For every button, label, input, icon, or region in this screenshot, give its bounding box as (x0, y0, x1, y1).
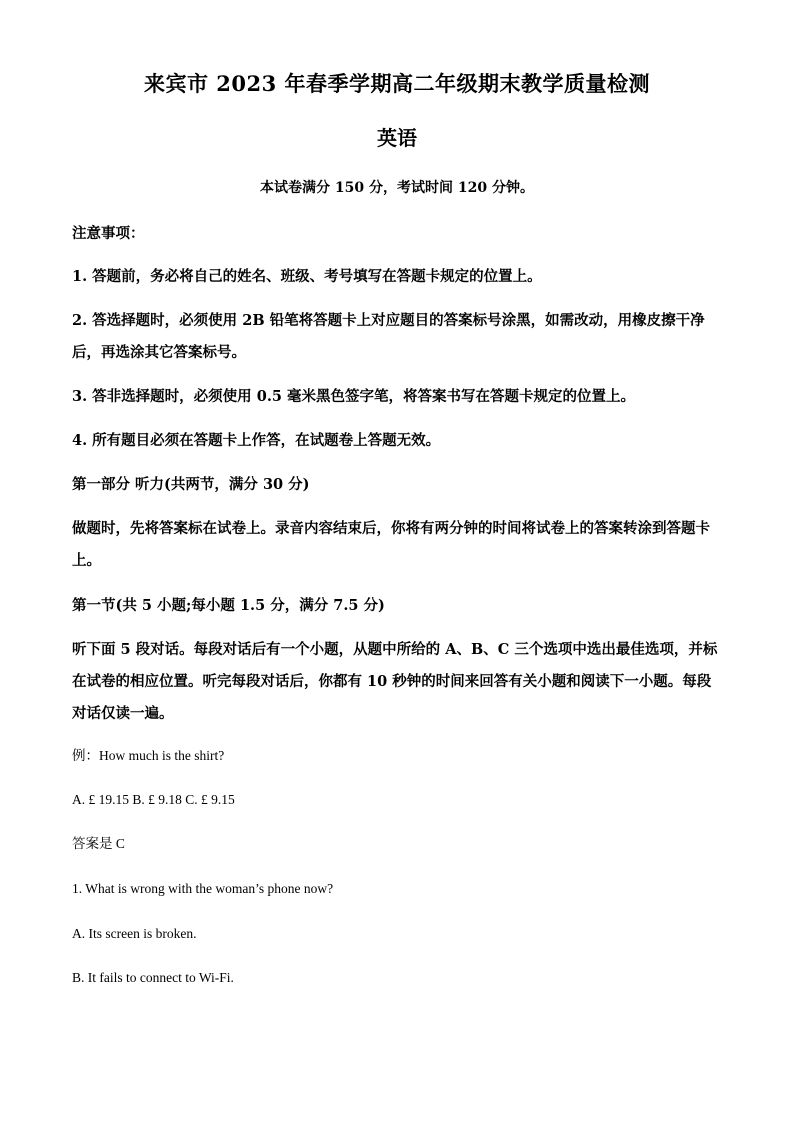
notice-item-2: 2. 答选择题时，必须使用 2B 铅笔将答题卡上对应题目的答案标号涂黑，如需改动，用橡皮擦干净后，再选涂其它答案标号。 (72, 312, 705, 361)
notice-heading: 注意事项： (72, 225, 145, 242)
example-question: 例：How much is the shirt? (72, 748, 225, 763)
notice-item-3: 3. 答非选择题时，必须使用 0.5 毫米黑色签字笔，将答案书写在答题卡规定的位置上。 (72, 388, 636, 405)
subject-title: 英语 (377, 126, 417, 150)
question-1-option-b: B. It fails to connect to Wi-Fi. (72, 970, 234, 985)
question-1-stem: 1. What is wrong with the woman’s phone now? (72, 881, 334, 896)
example-answer: 答案是 C (72, 836, 125, 851)
notice-item-4: 4. 所有题目必须在答题卡上作答，在试题卷上答题无效。 (72, 432, 441, 449)
part1-instruction: 做题时，先将答案标在试卷上。录音内容结束后，你将有两分钟的时间将试卷上的答案转涂到答题卡上。 (72, 520, 710, 569)
example-options: A. £ 19.15 B. £ 9.18 C. £ 9.15 (72, 792, 235, 807)
score-info: 本试卷满分 150 分，考试时间 120 分钟。 (260, 180, 534, 196)
part1-heading: 第一部分 听力(共两节，满分 30 分) (72, 476, 310, 493)
exam-title: 来宾市 2023 年春季学期高二年级期末教学质量检测 (143, 71, 651, 96)
question-1-option-a: A. Its screen is broken. (72, 926, 197, 941)
notice-item-1: 1. 答题前，务必将自己的姓名、班级、考号填写在答题卡规定的位置上。 (72, 268, 542, 285)
section1-heading: 第一节(共 5 小题;每小题 1.5 分，满分 7.5 分) (72, 597, 385, 614)
section1-instruction: 听下面 5 段对话。每段对话后有一个小题，从题中所给的 A、B、C 三个选项中选出最佳选项，并标在试卷的相应位置。听完每段对话后，你都有 10 秒钟的时间来回答有关小题和阅读下一小题。每段对话仅读一遍。 (72, 641, 718, 722)
